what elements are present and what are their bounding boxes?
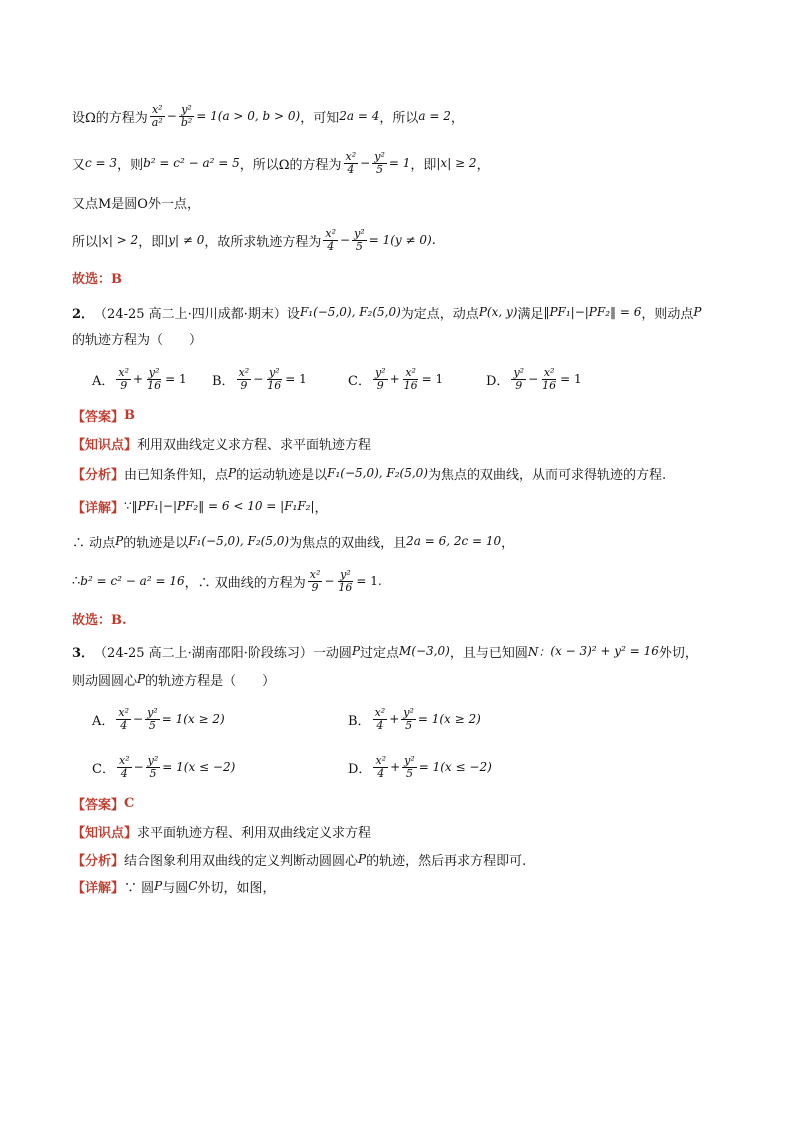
denominator: 9 — [311, 580, 319, 594]
knowledge-text: 求平面轨迹方程、利用双曲线定义求方程 — [137, 825, 372, 841]
option-label: B． — [348, 713, 371, 729]
numerator: y² — [374, 149, 385, 163]
question-number: 3． — [72, 645, 95, 661]
math: (x − 3)² + y² = 16 — [550, 644, 659, 658]
numerator: y² — [147, 753, 159, 767]
denominator: b² — [180, 115, 193, 129]
denominator: 5 — [405, 718, 413, 732]
denominator: 4 — [327, 239, 335, 253]
fraction — [237, 367, 252, 391]
math: F₁(−5,0), F₂(5,0) — [188, 534, 290, 548]
denominator: 5 — [355, 239, 363, 253]
solution-line-3 — [72, 185, 200, 219]
numerator: y² — [147, 705, 158, 719]
math: b² = c² − a² = 5 — [143, 156, 240, 170]
operator: − — [528, 372, 539, 386]
knowledge-tag: 【知识点】 — [72, 437, 138, 453]
option-label: D． — [486, 373, 510, 389]
answer-value: C — [124, 795, 135, 811]
numerator: y² — [181, 102, 192, 116]
denominator: 5 — [149, 766, 157, 780]
math: = 1(x ≤ −2) — [162, 760, 236, 774]
text: 为定点，动点 — [400, 306, 479, 322]
text: ，所以 — [379, 110, 419, 126]
knowledge-text: 利用双曲线定义求方程、求平面轨迹方程 — [137, 437, 372, 453]
q3-option-d[interactable] — [348, 755, 492, 779]
numerator: x² — [238, 365, 250, 379]
fraction — [401, 707, 416, 731]
text: ， — [476, 157, 490, 173]
math: ‖PF₁|−|PF₂‖ = 6 < 10 = |F₁F₂| — [131, 499, 315, 513]
math: = 1 — [165, 372, 187, 386]
q2-analysis — [72, 456, 666, 490]
text: ，∴ 双曲线的方程为 — [184, 575, 306, 591]
numerator: x² — [543, 365, 555, 379]
fraction — [402, 755, 417, 779]
math: = 1 — [421, 372, 444, 386]
math: P — [154, 879, 163, 893]
denominator: 5 — [148, 718, 156, 732]
fraction — [265, 367, 283, 391]
math: |x| ≥ 2 — [436, 156, 477, 170]
option-label: A． — [92, 713, 115, 729]
text: 设Ω的方程为 — [72, 110, 148, 126]
numerator: x² — [345, 149, 357, 163]
q3-option-b[interactable] — [348, 707, 481, 731]
numerator: y² — [354, 226, 365, 240]
fraction — [116, 707, 131, 731]
numerator: x² — [118, 753, 130, 767]
fraction — [373, 707, 388, 731]
operator: − — [133, 760, 144, 774]
question-source: （24-25 高二上·湖南邵阳·阶段练习） — [94, 645, 313, 661]
answer-value: B — [124, 407, 136, 423]
option-label: C． — [92, 761, 115, 777]
math: P — [693, 305, 702, 319]
math: P — [137, 672, 146, 686]
q2-option-b[interactable] — [212, 367, 348, 391]
fraction — [336, 569, 354, 593]
question-number: 2． — [72, 306, 95, 322]
text: ，故所求轨迹方程为 — [204, 234, 322, 250]
math: F₁(−5,0), F₂(5,0) — [299, 305, 401, 319]
q2-detail-line-3 — [72, 564, 382, 598]
numerator: x² — [375, 753, 387, 767]
answer-tag: 【答案】 — [72, 797, 125, 813]
text: 一动圆 — [312, 645, 352, 661]
operator: − — [166, 109, 177, 123]
math: a = 2 — [418, 109, 451, 123]
numerator: y² — [404, 753, 415, 767]
math: N： — [527, 644, 551, 659]
text: ，即 — [410, 157, 437, 173]
operator: − — [253, 372, 264, 386]
fraction — [344, 151, 359, 175]
q3-options-row-2 — [92, 750, 492, 784]
denominator: 4 — [347, 162, 355, 176]
text: 为焦点的双曲线，从而可求得轨迹的方程. — [427, 467, 667, 483]
text: ∴ 动点 — [72, 535, 116, 551]
text: 满足 — [517, 306, 544, 322]
denominator: 16 — [267, 378, 282, 392]
math: |y| ≠ 0 — [164, 233, 205, 247]
detail-tag: 【详解】 — [72, 500, 125, 516]
text: 则动圆圆心 — [72, 673, 138, 689]
fraction — [145, 367, 163, 391]
numerator: x² — [405, 365, 416, 379]
solution-line-1 — [72, 99, 464, 133]
answer-tag: 【答案】 — [72, 409, 125, 425]
numerator: x² — [118, 365, 130, 379]
analysis-tag: 【分析】 — [72, 853, 125, 869]
option-label: D． — [348, 761, 372, 777]
text: 外切， — [658, 645, 698, 661]
fraction — [308, 569, 323, 593]
fraction — [323, 228, 338, 252]
solution-line-2 — [72, 146, 490, 180]
answer-select-prev — [72, 260, 122, 294]
numerator: x² — [325, 226, 337, 240]
math: 2a = 4 — [339, 109, 380, 123]
q2-detail-line-2 — [72, 524, 514, 558]
text: 的轨迹方程为（ ） — [72, 332, 203, 348]
fraction — [373, 367, 388, 391]
math: C — [188, 879, 198, 893]
math: = 1 — [388, 156, 411, 170]
text: 为焦点的双曲线，且 — [289, 535, 407, 551]
operator: + — [133, 372, 144, 386]
denominator: a² — [151, 115, 163, 129]
math: = 1(a > 0, b > 0) — [196, 109, 301, 123]
question-source: （24-25 高二上·四川成都·期末） — [94, 306, 287, 322]
text: 的运动轨迹是以 — [236, 467, 328, 483]
fraction — [373, 755, 388, 779]
operator: + — [389, 372, 400, 386]
text: ，可知 — [300, 110, 340, 126]
numerator: y² — [268, 365, 280, 379]
q2-options — [92, 362, 582, 396]
detail-tag: 【详解】 — [72, 880, 125, 896]
q3-stem-line-2 — [72, 662, 275, 696]
denominator: 4 — [377, 766, 385, 780]
text: ，所以Ω的方程为 — [239, 157, 342, 173]
text: ，且与已知圆 — [449, 645, 528, 661]
numerator: y² — [374, 365, 386, 379]
q2-option-d[interactable] — [486, 367, 582, 391]
option-label: C． — [348, 373, 371, 389]
denominator: 4 — [120, 766, 128, 780]
text: 的轨迹方程是（ ） — [145, 673, 276, 689]
answer-choice: 故选：B — [72, 271, 122, 287]
text: 由已知条件知，点 — [124, 467, 229, 483]
denominator: 4 — [376, 718, 384, 732]
math: P(x, y) — [478, 305, 518, 319]
denominator: 9 — [515, 378, 523, 392]
numerator: y² — [513, 365, 525, 379]
math: ∵ — [124, 499, 132, 513]
math: b² = c² − a² = 16 — [80, 574, 185, 588]
denominator: 9 — [240, 378, 248, 392]
denominator: 16 — [338, 580, 353, 594]
math: P — [115, 534, 124, 548]
math: = 1 — [285, 372, 307, 386]
answer-choice: 故选：B. — [72, 612, 127, 628]
text: ，则动点 — [641, 306, 694, 322]
math: M(−3,0) — [399, 644, 450, 658]
fraction — [352, 228, 367, 252]
math: P — [228, 466, 237, 480]
math: F₁(−5,0), F₂(5,0) — [327, 466, 428, 480]
q2-detail-line-1 — [72, 489, 328, 523]
knowledge-tag: 【知识点】 — [72, 825, 138, 841]
fraction — [146, 755, 161, 779]
text: 结合图象利用双曲线的定义判断动圆圆心 — [124, 853, 359, 869]
denominator: 9 — [120, 378, 128, 392]
fraction — [150, 104, 165, 128]
text: 所以 — [72, 234, 99, 250]
denominator: 16 — [542, 378, 557, 392]
math: = 1(y ≠ 0) — [368, 233, 432, 247]
text: 外切，如图， — [197, 880, 276, 896]
q2-option-a[interactable] — [92, 367, 212, 391]
text: 的轨迹是以 — [123, 535, 189, 551]
text: ∴ — [72, 573, 81, 589]
fraction — [511, 367, 526, 391]
operator: − — [133, 712, 144, 726]
text: 又点M是圆O外一点， — [72, 196, 200, 212]
text: 的轨迹，然后再求方程即可. — [366, 853, 527, 869]
text: 过定点 — [360, 645, 400, 661]
text: 又 — [72, 157, 86, 173]
q2-answer-select — [72, 601, 127, 635]
denominator: 9 — [376, 378, 384, 392]
solution-line-4 — [72, 223, 436, 257]
denominator: 5 — [376, 162, 384, 176]
math: ‖PF₁|−|PF₂‖ = 6 — [543, 305, 642, 319]
q2-knowledge-point — [72, 426, 371, 460]
numerator: x² — [309, 567, 321, 581]
math: P — [358, 852, 367, 866]
numerator: y² — [403, 705, 414, 719]
denominator: 5 — [405, 766, 413, 780]
math: c = 3 — [85, 156, 118, 170]
math: = 1(x ≤ −2) — [418, 760, 492, 774]
operator: + — [389, 712, 400, 726]
fraction — [179, 104, 194, 128]
numerator: x² — [118, 705, 130, 719]
operator: + — [390, 760, 401, 774]
numerator: x² — [151, 102, 163, 116]
fraction — [540, 367, 558, 391]
text: . — [431, 232, 436, 248]
math: 2a = 6, 2c = 10 — [406, 534, 502, 548]
operator: − — [324, 574, 335, 588]
fraction — [145, 707, 160, 731]
text: 设 — [286, 306, 300, 322]
denominator: 16 — [147, 378, 162, 392]
math: |x| > 2 — [98, 233, 139, 247]
operator: − — [340, 233, 351, 247]
text: ， — [501, 535, 515, 551]
option-label: A． — [92, 373, 115, 389]
fraction — [402, 367, 420, 391]
math: = 1. — [356, 574, 382, 588]
q2-option-c[interactable] — [348, 367, 486, 391]
text: 与圆 — [162, 880, 189, 896]
numerator: x² — [374, 705, 386, 719]
math: = 1 — [560, 372, 582, 386]
numerator: y² — [340, 567, 351, 581]
text: ， — [450, 110, 464, 126]
fraction — [117, 755, 132, 779]
q3-detail — [72, 869, 275, 903]
fraction — [372, 151, 387, 175]
q3-options-row-1 — [92, 702, 481, 736]
fraction — [116, 367, 131, 391]
q2-stem-line-2 — [72, 321, 202, 355]
denominator: 16 — [403, 378, 418, 392]
numerator: y² — [148, 365, 160, 379]
operator: − — [360, 156, 371, 170]
q3-option-c[interactable] — [92, 755, 348, 779]
q3-option-a[interactable] — [92, 707, 348, 731]
text: ，即 — [138, 234, 165, 250]
option-label: B． — [212, 373, 235, 389]
text: ， — [314, 500, 328, 516]
text: ∵ 圆 — [124, 880, 155, 896]
math: P — [351, 644, 361, 658]
math: = 1(x ≥ 2) — [417, 712, 481, 726]
text: ，则 — [117, 157, 144, 173]
math: = 1(x ≥ 2) — [161, 712, 225, 726]
denominator: 4 — [120, 718, 128, 732]
analysis-tag: 【分析】 — [72, 467, 125, 483]
